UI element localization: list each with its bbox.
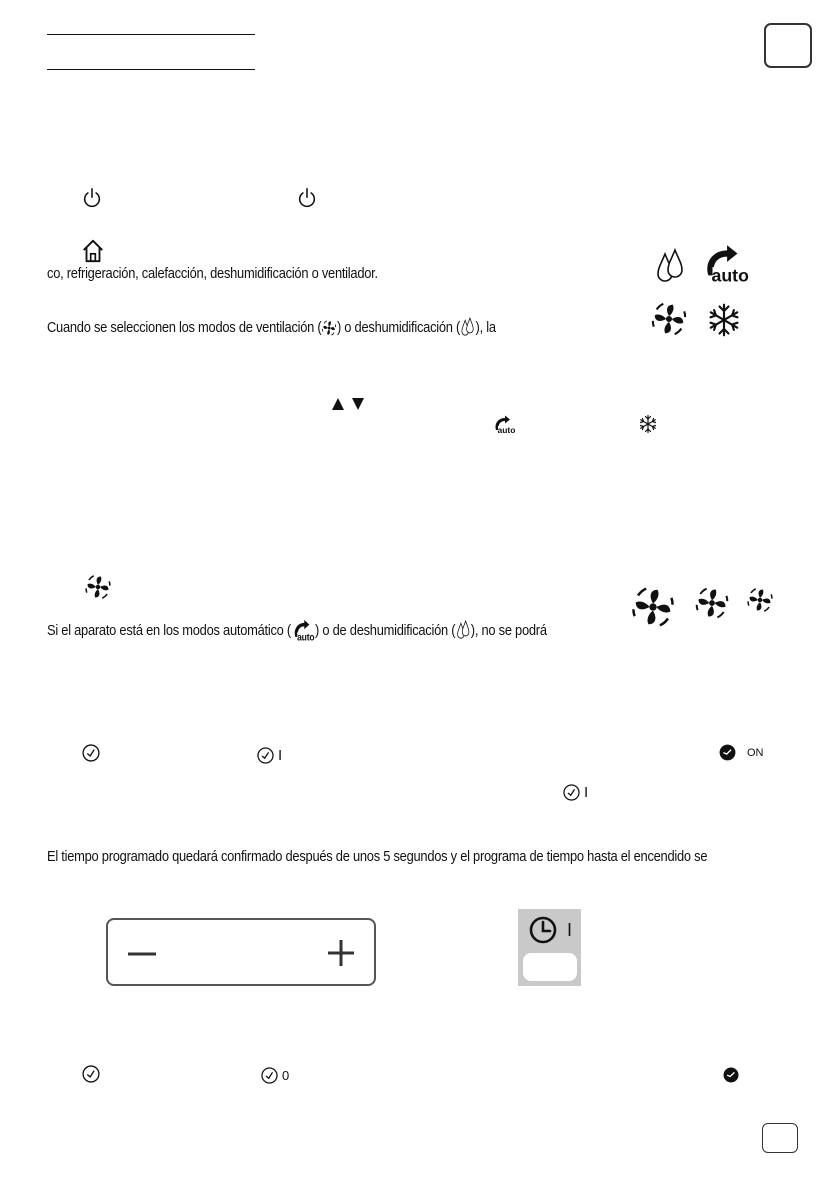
header-rule-top <box>47 34 255 35</box>
power-icon <box>296 187 318 209</box>
clock-icon <box>528 915 558 945</box>
clock-filled-icon <box>722 1066 740 1084</box>
fan-icon <box>321 319 336 337</box>
mode-paragraph-part-a: Cuando se seleccionen los modos de ventilación ( <box>47 318 322 336</box>
clock-icon <box>562 783 581 802</box>
timer-button[interactable] <box>523 953 577 981</box>
up-down-arrow-icon <box>330 396 374 412</box>
mode-paragraph <box>47 317 496 339</box>
fan-paragraph-part-b: ) o de deshumidificación ( <box>315 621 456 639</box>
home-icon <box>80 238 106 264</box>
minus-plus-panel <box>106 918 376 986</box>
fan-speed-high-icon <box>630 584 676 630</box>
timer-off-symbol <box>260 1066 289 1085</box>
timer-on-label: ON <box>747 746 764 759</box>
clock-icon <box>81 743 101 763</box>
drop-icon <box>460 317 475 339</box>
clock-icon <box>260 1066 279 1085</box>
clock-filled-icon <box>718 743 737 762</box>
timer-on-symbol <box>562 783 588 802</box>
fan-paragraph-part-c: ), no se podrá <box>470 621 547 639</box>
language-tab-box <box>764 23 812 68</box>
timer-button-panel <box>518 909 581 986</box>
power-icon <box>81 187 103 209</box>
timer-on-marker: I <box>278 747 283 764</box>
header-rule-bottom <box>47 69 255 70</box>
plus-icon[interactable] <box>326 938 356 968</box>
fan-paragraph <box>47 619 547 643</box>
mode-description-line: co, refrigeración, calefacción, deshumidificación o ventilador. <box>47 265 378 282</box>
snowflake-icon <box>638 414 658 434</box>
drop-icon <box>652 248 688 288</box>
mode-paragraph-part-b: ) o deshumidificación ( <box>336 318 461 336</box>
page-number-box <box>762 1123 798 1153</box>
auto-mode-icon <box>291 619 315 643</box>
drop-icon <box>455 620 470 642</box>
timer-paragraph: El tiempo programado quedará confirmado después de unos 5 segundos y el programa de tiempo hasta el encendido se <box>47 848 708 865</box>
auto-mode-icon <box>492 415 516 435</box>
timer-on-indicator <box>718 743 764 762</box>
clock-icon <box>81 1064 101 1084</box>
timer-on-symbol <box>256 746 282 765</box>
fan-icon <box>650 300 688 338</box>
fan-icon <box>84 573 112 601</box>
clock-icon <box>256 746 275 765</box>
auto-mode-icon <box>700 244 750 286</box>
fan-paragraph-part-a: Si el aparato está en los modos automático ( <box>47 621 291 639</box>
snowflake-icon <box>706 302 742 338</box>
fan-speed-medium-icon <box>694 585 730 621</box>
timer-on-marker: I <box>567 920 573 940</box>
mode-paragraph-part-c: ), la <box>475 318 496 336</box>
fan-speed-low-icon <box>746 586 774 614</box>
timer-on-marker: I <box>584 784 589 801</box>
minus-icon[interactable] <box>126 940 158 966</box>
timer-off-marker: 0 <box>282 1068 290 1083</box>
